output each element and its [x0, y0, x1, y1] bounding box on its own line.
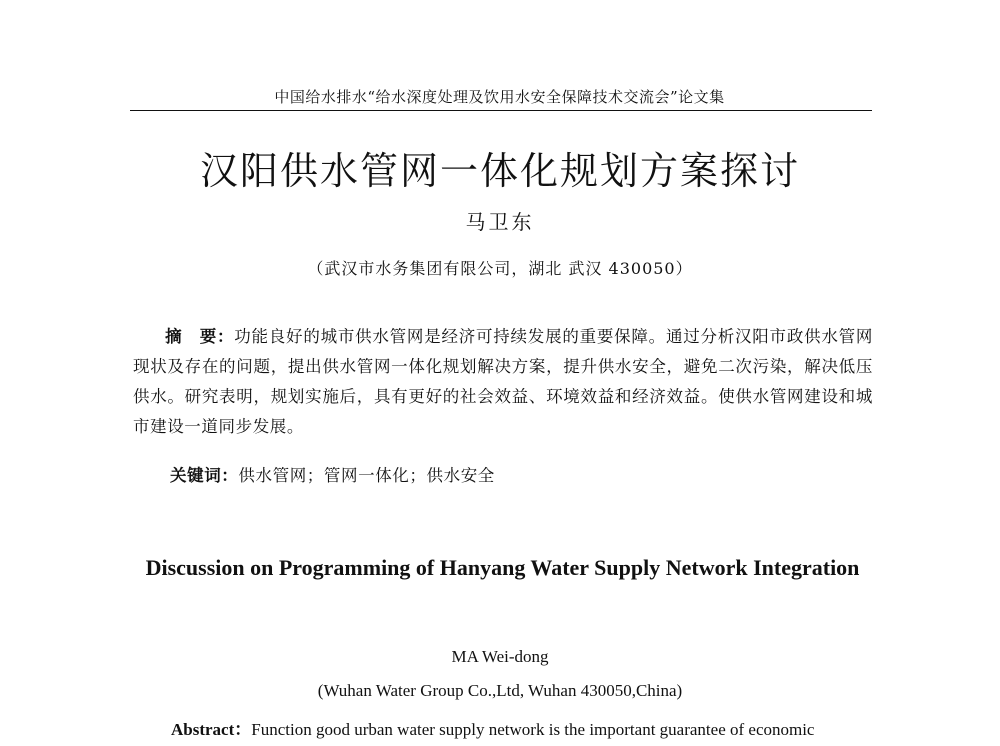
abstract-text-en: Function good urban water supply network is the important guarantee of economic — [251, 720, 815, 739]
author-cn: 马卫东 — [465, 210, 535, 234]
paper-title-en: Discussion on Programming of Hanyang Water Supply Network Integration — [145, 555, 860, 580]
keywords-cn — [170, 462, 870, 486]
abstract-cn — [133, 322, 873, 442]
proceedings-header: 中国给水排水“给水深度处理及饮用水安全保障技术交流会”论文集 — [274, 88, 725, 106]
abstract-label-cn: 摘 要： — [165, 327, 235, 346]
abstract-en — [171, 715, 876, 740]
abstract-text-cn: 功能良好的城市供水管网是经济可持续发展的重要保障。通过分析汉阳市政供水管网现状及存在的问题，提出供水管网一体化规划解决方案，提升供水安全，避免二次污染，解决低压供水。研究表明，规划实施后，具有更好的社会效益、环境效益和经济效益。使供水管网建设和城市建设一道同步发展。 — [133, 327, 873, 436]
keywords-text-cn: 供水管网；管网一体化；供水安全 — [238, 466, 495, 485]
affiliation-cn: （武汉市水务集团有限公司，湖北 武汉 430050） — [307, 259, 693, 278]
affiliation-en: (Wuhan Water Group Co.,Ltd, Wuhan 430050,China) — [317, 681, 683, 700]
abstract-label-en: Abstract： — [171, 720, 252, 739]
author-en: MA Wei-dong — [451, 647, 549, 666]
header-rule — [130, 110, 872, 111]
keywords-label-cn: 关键词： — [170, 466, 239, 485]
paper-title-cn: 汉阳供水管网一体化规划方案探讨 — [199, 149, 800, 193]
